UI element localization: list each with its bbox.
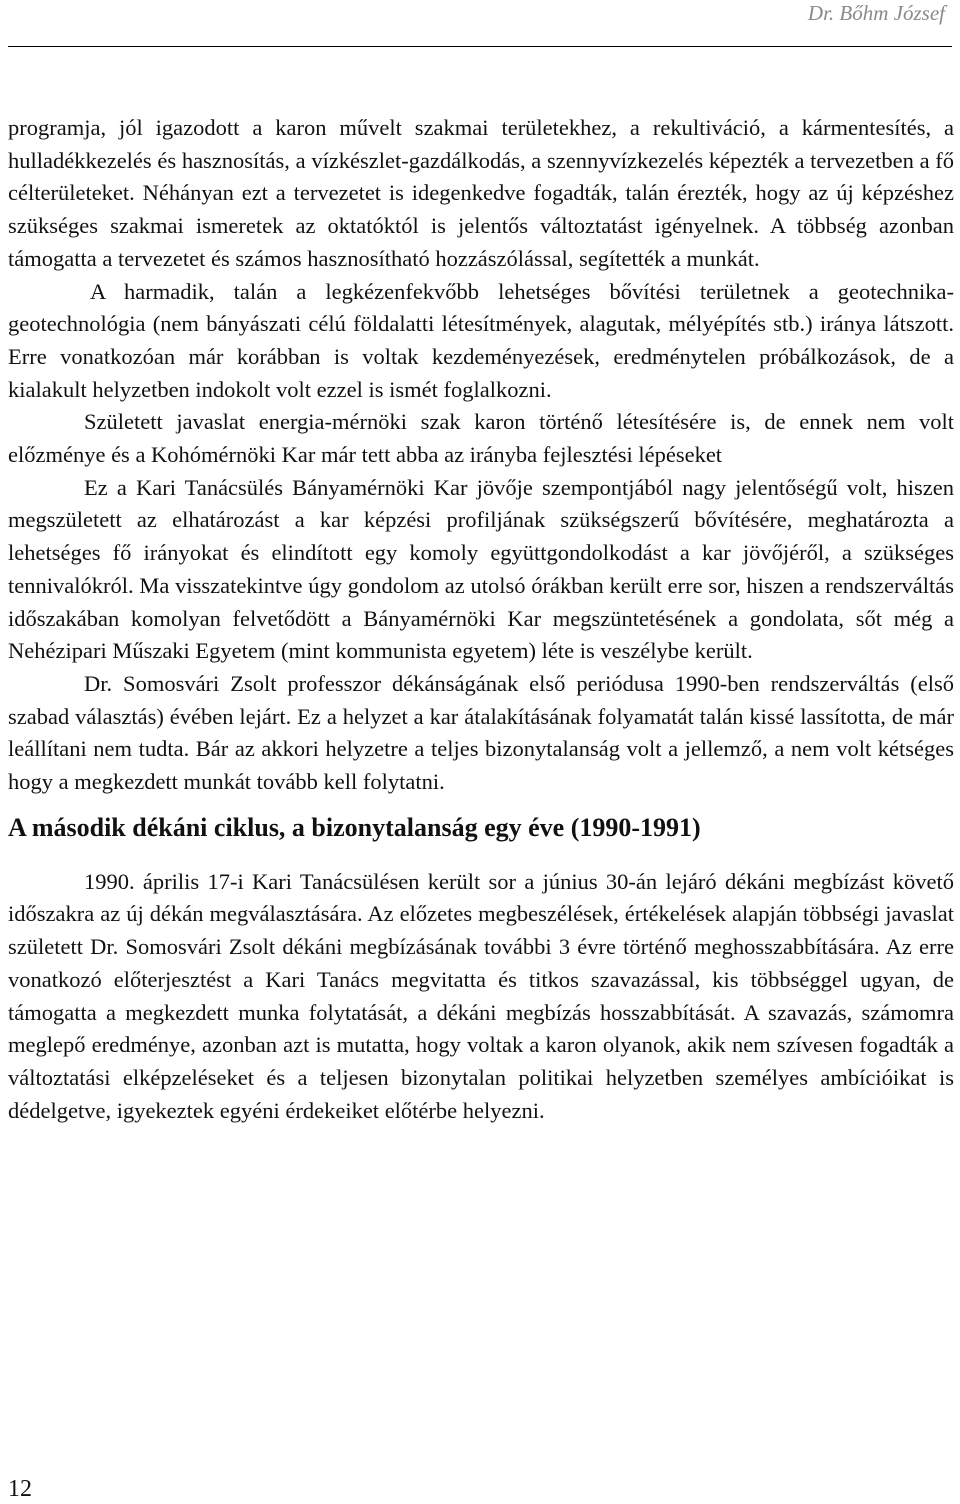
running-header-author: Dr. Bőhm József bbox=[807, 1, 945, 25]
body-paragraph-3: Született javaslat energia-mérnöki szak karon történő létesítésére is, de ennek nem volt előzménye és a Kohómérnöki Kar már tett abba az irányba fejlesztési lépéseket bbox=[8, 409, 954, 468]
body-paragraph-1: programja, jól igazodott a karon művelt szakmai területekhez, a rekultiváció, a kármentesítés, a hulladékkezelés és hasznosítás, a vízkészlet-gazdálkodás, a szennyvízkezelés képezték a tervezetben a fő célterületeket. Néhányan ezt a tervezetet is idegenkedve fogadták, talán érezték, hogy az új képzéshez szükséges szakmai ismeretek az oktatóktól is jelentős változtatást igényelnek. A többség azonban támogatta a tervezetet és számos hasznosítható hozzászólással, segítették a munkát. bbox=[8, 115, 954, 271]
body-paragraph-5: Dr. Somosvári Zsolt professzor dékánságának első periódusa 1990-ben rendszerváltás (első szabad választás) évében lejárt. Ez a helyzet a kar átalakításának folyamatát talán kissé lassította, de már leállítani nem tudta. Bár az akkori helyzetre a teljes bizonytalanság volt a jellemző, a nem volt kétséges hogy a megkezdett munkát tovább kell folytatni. bbox=[8, 670, 954, 795]
page-body bbox=[8, 112, 954, 1127]
header-divider bbox=[8, 46, 952, 47]
body-paragraph-2: A harmadik, talán a legkézenfekvőbb lehetséges bővítési területnek a geotechnika-geotechnológia (nem bányászati célú földalatti létesítmények, alagutak, mélyépítés stb.) iránya látszott. Erre vonatkozóan már korábban is voltak kezdeményezések, eredménytelen próbálkozások, de a kialakult helyzetben indokolt volt ezzel is ismét foglalkozni. bbox=[8, 278, 954, 402]
page-number: 12 bbox=[8, 1476, 32, 1502]
section-heading: A második dékáni ciklus, a bizonytalanság egy éve (1990-1991) bbox=[8, 812, 701, 842]
body-paragraph-4: Ez a Kari Tanácsülés Bányamérnöki Kar jövője szempontjából nagy jelentőségű volt, hiszen megszületett az elhatározást a kar képzési profiljának szükségszerű bővítésére, meghatározta a lehetséges fő irányokat és elindított egy komoly együttgondolkodást a kar jövőjéről, a szükséges tennivalókról. Ma visszatekintve úgy gondolom az utolsó órákban került erre sor, hiszen a rendszerváltás időszakában komolyan felvetődött a Bányamérnöki Kar megszüntetésének a gondolata, sőt még a Nehézipari Műszaki Egyetem (mint kommunista egyetem) léte is veszélybe került. bbox=[8, 474, 954, 664]
section-paragraph-1: 1990. április 17-i Kari Tanácsülésen került sor a június 30-án lejáró dékáni megbízást követő időszakra az új dékán megválasztására. Az előzetes megbeszélések, értékelések alapján többségi javaslat született Dr. Somosvári Zsolt dékáni megbízásának további 3 évre történő meghosszabbítására. Az erre vonatkozó előterjesztést a Kari Tanács megvitatta és titkos szavazással, kis többséggel ugyan, de támogatta a megkezdett munka folytatását, a dékáni megbízás hosszabbítását. A szavazás, számomra meglepő eredménye, azonban azt is mutatta, hogy voltak a karon olyanok, akik nem szívesen fogadták a változtatási elképzeléseket és a teljesen bizonytalan politikai helyzetben személyes ambícióikat is dédelgetve, igyekeztek egyéni érdekeiket előtérbe helyezni. bbox=[8, 868, 954, 1123]
